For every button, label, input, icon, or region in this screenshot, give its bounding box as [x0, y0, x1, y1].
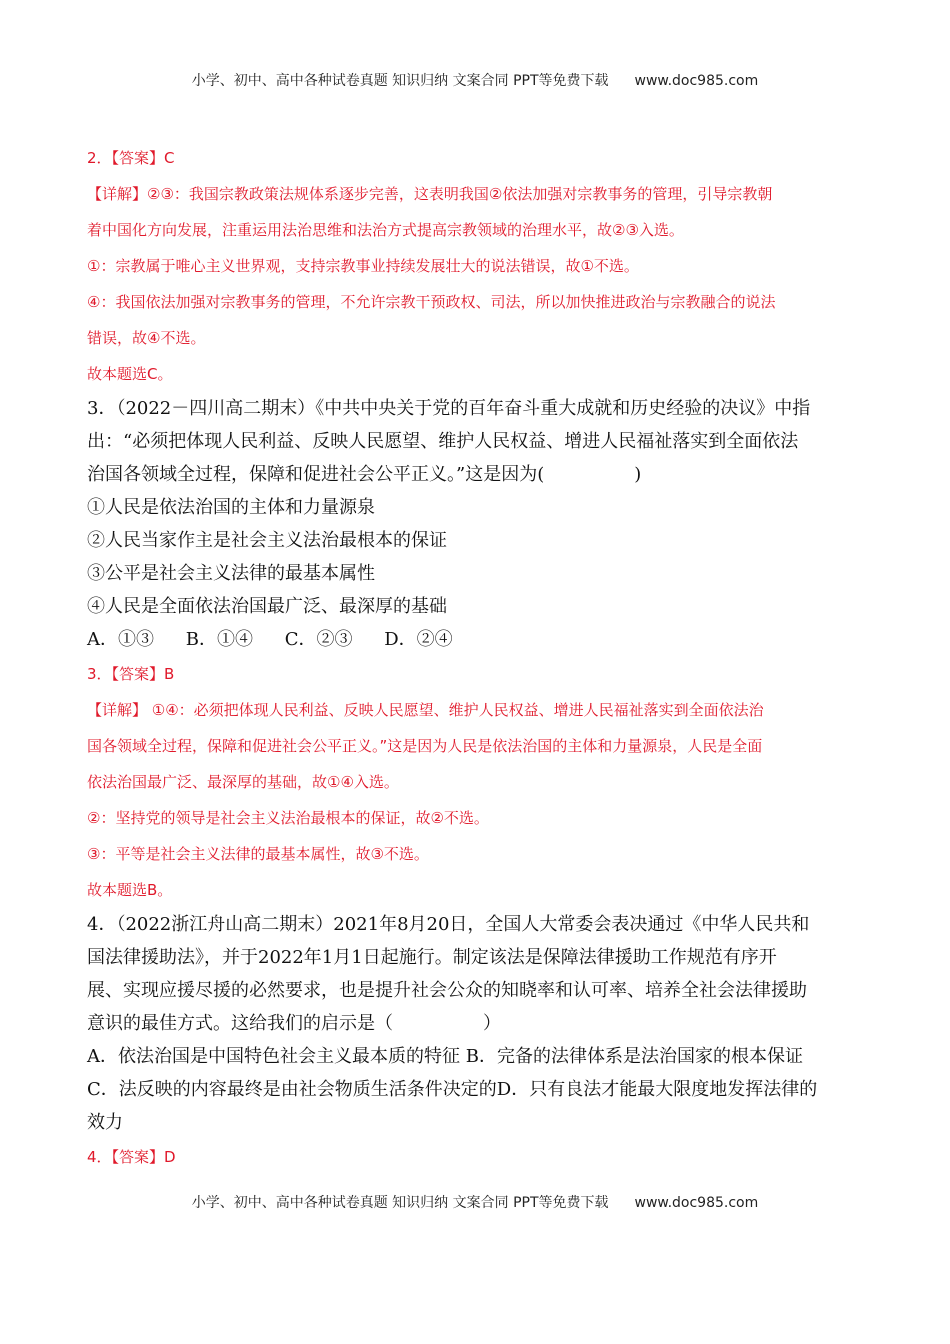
q4-options-ab: A．依法治国是中国特色社会主义最本质的特征 B．完备的法律体系是法治国家的根本保证: [87, 1046, 803, 1067]
q3-stem-line: 3．（2022－四川高二期末）《中共中央关于党的百年奋斗重大成就和历史经验的决议》中指: [87, 398, 811, 419]
q3-detail-line: ②：坚持党的领导是社会主义法治最根本的保证，故②不选。: [87, 809, 489, 827]
q2-conclusion: 故本题选C。: [87, 365, 173, 383]
q3-stem-line: 出：“必须把体现人民利益、反映人民愿望、维护人民权益、增进人民福祉落实到全面依法: [87, 431, 799, 452]
q3-item: ③公平是社会主义法律的最基本属性: [87, 563, 375, 584]
q2-detail-line: ④：我国依法加强对宗教事务的管理，不允许宗教干预政权、司法，所以加快推进政治与宗教融合的说法: [87, 293, 776, 311]
page-content: [87, 140, 867, 1175]
q3-detail-line: 【详解】 ①④：必须把体现人民利益、反映人民愿望、维护人民权益、增进人民福祉落实到全面依法治: [87, 701, 764, 719]
header-url[interactable]: www.doc985.com: [634, 73, 759, 89]
q4-stem-line: 展、实现应援尽援的必然要求，也是提升社会公众的知晓率和认可率、培养全社会法律援助: [87, 980, 807, 1001]
q4-stem-line: 4．（2022浙江舟山高二期末）2021年8月20日，全国人大常委会表决通过《中华人民共和: [87, 914, 810, 935]
q2-detail-line: 错误，故④不选。: [87, 329, 206, 347]
q3-item: ①人民是依法治国的主体和力量源泉: [87, 497, 375, 518]
q3-detail-line: ③：平等是社会主义法律的最基本属性，故③不选。: [87, 845, 429, 863]
q4-stem-line: 国法律援助法》，并于2022年1月1日起施行。制定该法是保障法律援助工作规范有序开: [87, 947, 777, 968]
q3-item: ④人民是全面依法治国最广泛、最深厚的基础: [87, 596, 447, 617]
page-footer: [0, 1192, 950, 1212]
q3-item: ②人民当家作主是社会主义法治最根本的保证: [87, 530, 447, 551]
q4-stem-line: 意识的最佳方式。这给我们的启示是（ ）: [87, 1013, 501, 1034]
page-header: [0, 70, 950, 90]
footer-url[interactable]: www.doc985.com: [634, 1195, 759, 1211]
q4-options-cd-cont: 效力: [87, 1112, 123, 1133]
footer-text: 小学、初中、高中各种试卷真题 知识归纳 文案合同 PPT等免费下载: [191, 1195, 609, 1211]
q3-options: [87, 623, 867, 656]
q3-stem-line: 治国各领域全过程，保障和促进社会公平正义。”这是因为( ): [87, 464, 642, 485]
q3-option-c: C．②③: [284, 629, 353, 650]
q3-answer: 3．【答案】B: [87, 665, 175, 683]
q2-answer: 2．【答案】C: [87, 149, 175, 167]
q2-detail-line: 着中国化方向发展，注重运用法治思维和法治方式提高宗教领域的治理水平，故②③入选。: [87, 221, 684, 239]
q2-detail-line: 【详解】②③：我国宗教政策法规体系逐步完善，这表明我国②依法加强对宗教事务的管理，引导宗教朝: [87, 185, 773, 203]
q3-conclusion: 故本题选B。: [87, 881, 173, 899]
q3-detail-line: 国各领域全过程，保障和促进社会公平正义。”这是因为人民是依法治国的主体和力量源泉，人民是全面: [87, 737, 763, 755]
header-text: 小学、初中、高中各种试卷真题 知识归纳 文案合同 PPT等免费下载: [191, 73, 609, 89]
q3-option-d: D．②④: [384, 629, 453, 650]
q4-answer: 4．【答案】D: [87, 1148, 176, 1166]
q4-options-cd: C．法反映的内容最终是由社会物质生活条件决定的D．只有良法才能最大限度地发挥法律的: [87, 1079, 818, 1100]
q3-option-a: A．①③: [87, 629, 154, 650]
q3-detail-line: 依法治国最广泛、最深厚的基础，故①④入选。: [87, 773, 399, 791]
q3-option-b: B．①④: [185, 629, 253, 650]
q2-detail-line: ①：宗教属于唯心主义世界观，支持宗教事业持续发展壮大的说法错误，故①不选。: [87, 257, 639, 275]
